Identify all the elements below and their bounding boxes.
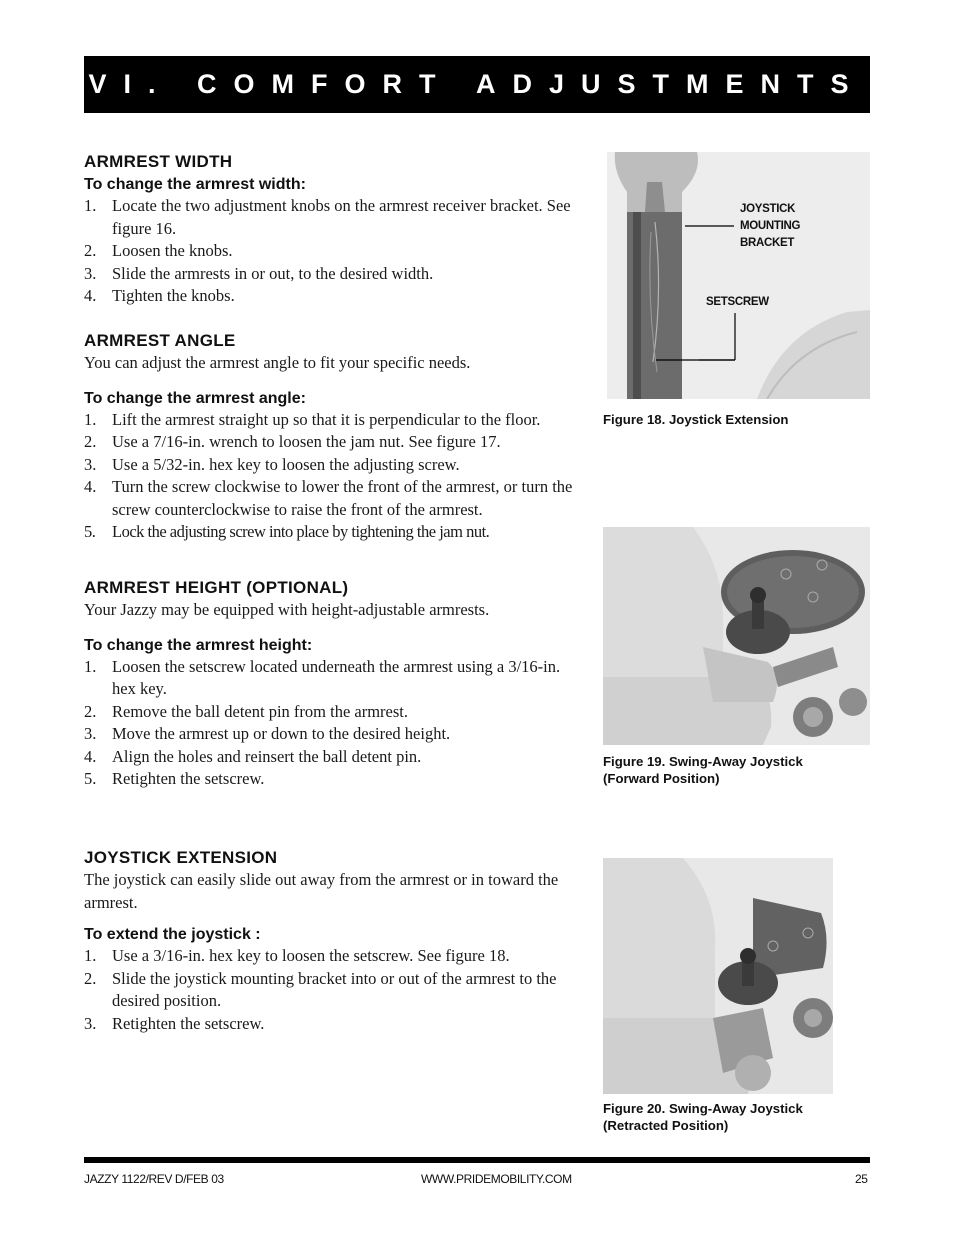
page-title-banner <box>84 56 870 113</box>
footer-divider <box>84 1157 870 1163</box>
list-item: 1. Locate the two adjustment knobs on the armrest receiver bracket. See figure 16. <box>84 196 571 238</box>
section-subheading: To extend the joystick : <box>84 926 261 943</box>
list-item: 3. Retighten the setscrew. <box>84 1013 265 1033</box>
list-item: 2. Use a 7/16-in. wrench to loosen the jam nut. See figure 17. <box>84 432 501 451</box>
section-intro: Your Jazzy may be equipped with height-adjustable armrests. <box>84 600 490 619</box>
swing-away-joystick-forward-illustration <box>603 527 870 745</box>
joystick-extension-illustration <box>607 152 870 399</box>
section-heading: ARMREST WIDTH <box>84 152 233 171</box>
figure-label-setscrew: SETSCREW <box>706 296 769 308</box>
list-item: 2. Remove the ball detent pin from the armrest. <box>84 701 408 721</box>
section-intro: The joystick can easily slide out away from the armrest or in toward the armrest. <box>84 870 559 912</box>
figure-18-photo <box>607 152 870 399</box>
section-joystick-extension <box>84 848 579 1035</box>
list-item: 2. Loosen the knobs. <box>84 241 233 260</box>
footer-doc-id: JAZZY 1122/REV D/FEB 03 <box>84 1172 224 1186</box>
section-armrest-angle <box>84 331 579 544</box>
figure-19-photo <box>603 527 870 745</box>
list-item: 4. Turn the screw clockwise to lower the front of the armrest, or turn the screw counterclockwise to raise the front of the armrest. <box>84 477 573 519</box>
steps-list <box>84 409 579 544</box>
section-heading: ARMREST ANGLE <box>84 331 236 350</box>
list-item: 3. Use a 5/32-in. hex key to loosen the adjusting screw. <box>84 454 460 474</box>
section-subheading: To change the armrest height: <box>84 636 313 654</box>
section-heading: ARMREST HEIGHT (OPTIONAL) <box>84 578 349 597</box>
list-item: 4. Align the holes and reinsert the ball detent pin. <box>84 746 422 766</box>
footer-page-number: 25 <box>855 1172 868 1186</box>
figure-20-photo <box>603 858 833 1094</box>
list-item: 1. Loosen the setscrew located underneath the armrest using a 3/16-in. hex key. <box>84 656 561 698</box>
steps-list <box>84 195 579 308</box>
list-item: 1. Use a 3/16-in. hex key to loosen the setscrew. See figure 18. <box>84 946 510 965</box>
swing-away-joystick-retracted-illustration <box>603 858 833 1094</box>
section-subheading: To change the armrest angle: <box>84 389 306 407</box>
list-item: 4. Tighten the knobs. <box>84 286 235 305</box>
list-item: 3. Slide the armrests in or out, to the desired width. <box>84 263 434 283</box>
page-title: VI. COMFORT ADJUSTMENTS <box>88 69 866 99</box>
figure-label-bracket: JOYSTICK MOUNTING BRACKET <box>740 203 801 249</box>
figure-19-caption: Figure 19. Swing-Away Joystick (Forward Position) <box>603 754 803 786</box>
list-item: 2. Slide the joystick mounting bracket into or out of the armrest to the desired position. <box>84 968 557 1010</box>
list-item: 3. Move the armrest up or down to the desired height. <box>84 724 451 743</box>
steps-list <box>84 656 579 791</box>
footer-website: WWW.PRIDEMOBILITY.COM <box>421 1172 572 1186</box>
figure-20-caption: Figure 20. Swing-Away Joystick (Retracted Position) <box>603 1101 803 1133</box>
section-intro: You can adjust the armrest angle to fit your specific needs. <box>84 353 471 372</box>
list-item: 5. Lock the adjusting screw into place by tightening the jam nut. <box>84 522 490 541</box>
steps-list <box>84 945 579 1035</box>
section-heading: JOYSTICK EXTENSION <box>84 848 278 867</box>
figure-18-caption: Figure 18. Joystick Extension <box>603 412 789 427</box>
section-armrest-width <box>84 152 579 308</box>
list-item: 1. Lift the armrest straight up so that it is perpendicular to the floor. <box>84 409 541 429</box>
section-armrest-height <box>84 578 579 791</box>
section-subheading: To change the armrest width: <box>84 176 306 193</box>
list-item: 5. Retighten the setscrew. <box>84 769 265 788</box>
